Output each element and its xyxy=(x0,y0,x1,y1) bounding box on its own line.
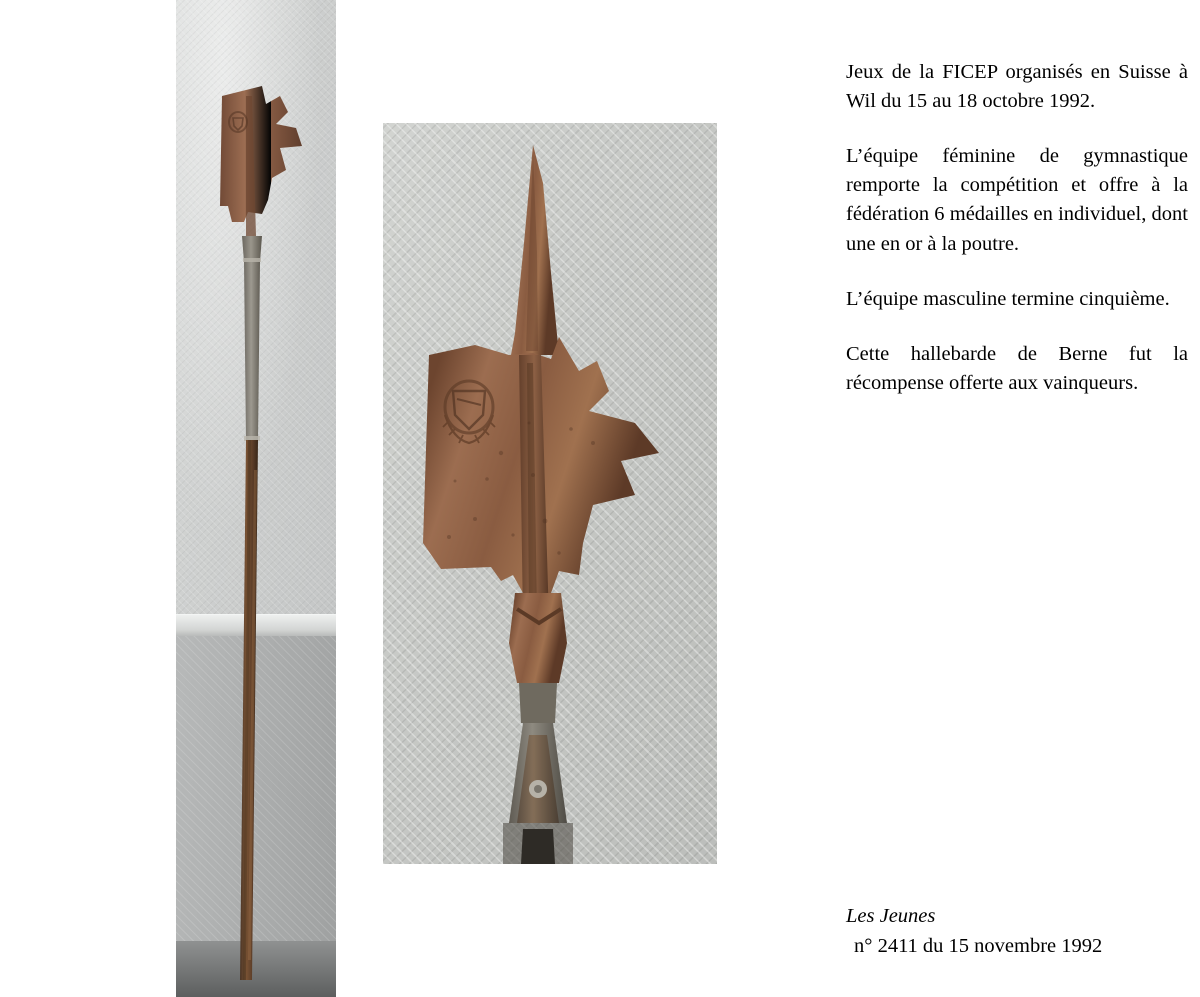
source-caption xyxy=(846,902,1192,961)
halberd-full-view-photo xyxy=(176,0,336,997)
paragraph-event: Jeux de la FICEP organisés en Suisse à Wil du 15 au 18 octobre 1992. xyxy=(846,61,1188,113)
halberd-head-detail-photo xyxy=(383,123,717,864)
paragraph-women-team: L’équipe féminine de gymnastique remporte la compétition et offre à la fédération 6 médailles en individuel, dont une en or à la poutre. xyxy=(846,145,1188,255)
halberd-head-silhouette xyxy=(383,123,717,864)
paragraph-men-team: L’équipe masculine termine cinquième. xyxy=(846,287,1170,310)
left-margin xyxy=(0,0,176,997)
paragraph-halberd-prize: Cette hallebarde de Berne fut la récompense offerte aux vainqueurs. xyxy=(846,342,1188,394)
caption-source-title: Les Jeunes xyxy=(846,905,936,927)
halberd-silhouette-full xyxy=(176,0,336,997)
caption-issue: n° 2411 du 15 novembre 1992 xyxy=(854,934,1103,957)
article-text-column xyxy=(846,58,1188,398)
